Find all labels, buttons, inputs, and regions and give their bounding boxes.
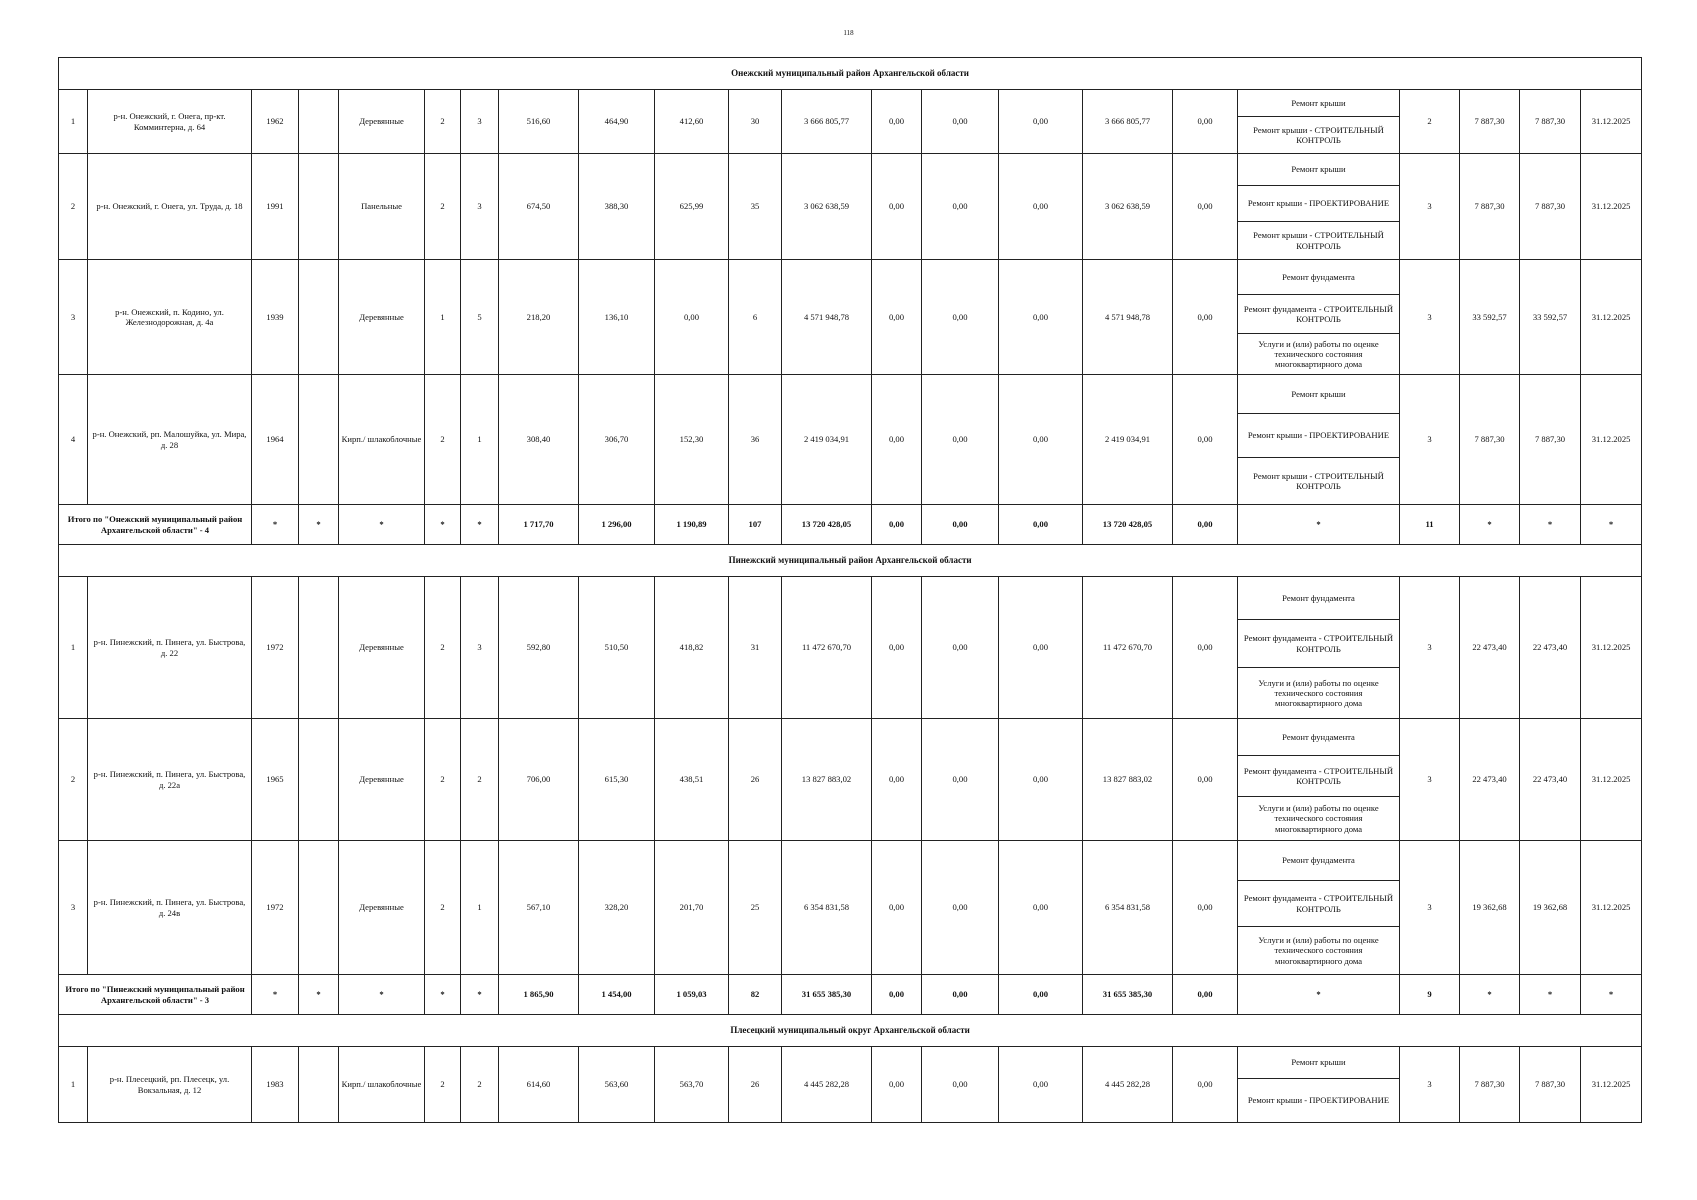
total-residents: 82	[729, 975, 782, 1015]
cell-date: 31.12.2025	[1581, 577, 1642, 719]
total-c2: 0,00	[922, 505, 999, 545]
cell-c2: 0,00	[922, 577, 999, 719]
cell-unit2: 22 473,40	[1520, 719, 1581, 841]
cell-unit1: 22 473,40	[1460, 577, 1520, 719]
cell-c3: 0,00	[999, 719, 1083, 841]
total-unit2: *	[1520, 505, 1581, 545]
cell-n: 2	[59, 719, 88, 841]
cell-residents: 30	[729, 90, 782, 154]
cell-c4: 2 419 034,91	[1083, 375, 1173, 505]
cell-residents: 36	[729, 375, 782, 505]
cell-c1: 0,00	[872, 90, 922, 154]
cell-count: 3	[1400, 719, 1460, 841]
cell-c4: 3 062 638,59	[1083, 154, 1173, 260]
cell-unit1: 33 592,57	[1460, 260, 1520, 375]
cell-unit2: 22 473,40	[1520, 577, 1581, 719]
cell-floors: 2	[425, 90, 461, 154]
cell-area-living: 563,60	[579, 1047, 655, 1123]
work-type-cell: Ремонт крыши - СТРОИТЕЛЬНЫЙ КОНТРОЛЬ	[1238, 222, 1400, 260]
cell-floors: 2	[425, 719, 461, 841]
cell-residents: 6	[729, 260, 782, 375]
cell-entrances: 1	[461, 841, 499, 975]
cell-area-other: 412,60	[655, 90, 729, 154]
cell-area-total: 614,60	[499, 1047, 579, 1123]
cell-cost: 3 062 638,59	[782, 154, 872, 260]
cell-count: 3	[1400, 260, 1460, 375]
cell-count: 3	[1400, 577, 1460, 719]
cell-entrances: 5	[461, 260, 499, 375]
total-cost: 31 655 385,30	[782, 975, 872, 1015]
cell-area-other: 625,99	[655, 154, 729, 260]
cell-floors: 2	[425, 577, 461, 719]
cell-c2: 0,00	[922, 375, 999, 505]
cell-year: 1972	[252, 577, 299, 719]
cell-unit2: 19 362,68	[1520, 841, 1581, 975]
cell-c5: 0,00	[1173, 1047, 1238, 1123]
total-s1: *	[252, 975, 299, 1015]
work-type-cell: Ремонт фундамента	[1238, 577, 1400, 620]
total-area-living: 1 296,00	[579, 505, 655, 545]
cell-date: 31.12.2025	[1581, 719, 1642, 841]
work-type-cell: Ремонт крыши	[1238, 375, 1400, 414]
total-c1: 0,00	[872, 505, 922, 545]
cell-material: Кирп./ шлакоблочные	[339, 375, 425, 505]
cell-address: р-н. Пинежский, п. Пинега, ул. Быстрова, д. 22а	[88, 719, 252, 841]
total-c4: 13 720 428,05	[1083, 505, 1173, 545]
cell-year: 1972	[252, 841, 299, 975]
cell-n: 4	[59, 375, 88, 505]
cell-material: Деревянные	[339, 260, 425, 375]
cell-cost: 2 419 034,91	[782, 375, 872, 505]
cell-area-other: 418,82	[655, 577, 729, 719]
cell-c4: 6 354 831,58	[1083, 841, 1173, 975]
cell-c3: 0,00	[999, 154, 1083, 260]
cell-unit1: 19 362,68	[1460, 841, 1520, 975]
table-row	[59, 577, 1642, 620]
cell-area-total: 592,80	[499, 577, 579, 719]
cell-entrances: 3	[461, 90, 499, 154]
cell-entrances: 3	[461, 154, 499, 260]
cell-area-living: 510,50	[579, 577, 655, 719]
work-type-cell: Ремонт фундамента - СТРОИТЕЛЬНЫЙ КОНТРОЛЬ	[1238, 881, 1400, 927]
cell-c1: 0,00	[872, 841, 922, 975]
cell-c4: 13 827 883,02	[1083, 719, 1173, 841]
cell-c1: 0,00	[872, 375, 922, 505]
cell-cost: 3 666 805,77	[782, 90, 872, 154]
work-type-cell: Ремонт крыши	[1238, 154, 1400, 186]
cell-date: 31.12.2025	[1581, 841, 1642, 975]
total-s1: *	[252, 505, 299, 545]
cell-unit2: 33 592,57	[1520, 260, 1581, 375]
total-residents: 107	[729, 505, 782, 545]
cell-residents: 25	[729, 841, 782, 975]
total-works: *	[1238, 505, 1400, 545]
cell-c3: 0,00	[999, 90, 1083, 154]
cell-unit1: 7 887,30	[1460, 154, 1520, 260]
cell-year2	[299, 719, 339, 841]
cell-n: 2	[59, 154, 88, 260]
cell-area-total: 706,00	[499, 719, 579, 841]
cell-unit1: 22 473,40	[1460, 719, 1520, 841]
cell-year: 1991	[252, 154, 299, 260]
total-c5: 0,00	[1173, 975, 1238, 1015]
total-s5: *	[461, 975, 499, 1015]
work-type-cell: Ремонт крыши	[1238, 1047, 1400, 1079]
cell-area-other: 201,70	[655, 841, 729, 975]
total-s2: *	[299, 975, 339, 1015]
cell-address: р-н. Онежский, г. Онега, ул. Труда, д. 18	[88, 154, 252, 260]
total-row	[59, 975, 1642, 1015]
cell-cost: 13 827 883,02	[782, 719, 872, 841]
table-row	[59, 719, 1642, 756]
cell-cost: 4 445 282,28	[782, 1047, 872, 1123]
cell-floors: 2	[425, 1047, 461, 1123]
total-c3: 0,00	[999, 975, 1083, 1015]
cell-c3: 0,00	[999, 1047, 1083, 1123]
cell-address: р-н. Онежский, рп. Малошуйка, ул. Мира, д. 28	[88, 375, 252, 505]
cell-floors: 2	[425, 841, 461, 975]
cell-c1: 0,00	[872, 1047, 922, 1123]
total-c4: 31 655 385,30	[1083, 975, 1173, 1015]
cell-unit1: 7 887,30	[1460, 1047, 1520, 1123]
cell-n: 1	[59, 1047, 88, 1123]
total-area-other: 1 190,89	[655, 505, 729, 545]
cell-area-living: 615,30	[579, 719, 655, 841]
section-title: Онежский муниципальный район Архангельской области	[59, 58, 1642, 90]
table-row	[59, 841, 1642, 881]
cell-area-other: 563,70	[655, 1047, 729, 1123]
cell-c4: 4 445 282,28	[1083, 1047, 1173, 1123]
cell-year2	[299, 841, 339, 975]
cell-floors: 1	[425, 260, 461, 375]
cell-area-other: 438,51	[655, 719, 729, 841]
cell-c4: 3 666 805,77	[1083, 90, 1173, 154]
total-s3: *	[339, 975, 425, 1015]
work-type-cell: Ремонт крыши - СТРОИТЕЛЬНЫЙ КОНТРОЛЬ	[1238, 458, 1400, 505]
work-type-cell: Услуги и (или) работы по оценке технического состояния многоквартирного дома	[1238, 668, 1400, 719]
cell-area-other: 0,00	[655, 260, 729, 375]
cell-residents: 26	[729, 719, 782, 841]
work-type-cell: Ремонт крыши	[1238, 90, 1400, 117]
total-s4: *	[425, 975, 461, 1015]
cell-year2	[299, 90, 339, 154]
cell-area-living: 388,30	[579, 154, 655, 260]
cell-year: 1965	[252, 719, 299, 841]
cell-area-total: 516,60	[499, 90, 579, 154]
cell-count: 3	[1400, 841, 1460, 975]
total-unit1: *	[1460, 975, 1520, 1015]
cell-material: Кирп./ шлакоблочные	[339, 1047, 425, 1123]
work-type-cell: Ремонт крыши - СТРОИТЕЛЬНЫЙ КОНТРОЛЬ	[1238, 117, 1400, 154]
work-type-cell: Услуги и (или) работы по оценке технического состояния многоквартирного дома	[1238, 797, 1400, 841]
total-s4: *	[425, 505, 461, 545]
cell-material: Деревянные	[339, 90, 425, 154]
total-s2: *	[299, 505, 339, 545]
cell-material: Панельные	[339, 154, 425, 260]
cell-cost: 11 472 670,70	[782, 577, 872, 719]
cell-unit2: 7 887,30	[1520, 375, 1581, 505]
cell-address: р-н. Плесецкий, рп. Плесецк, ул. Вокзальная, д. 12	[88, 1047, 252, 1123]
total-count: 11	[1400, 505, 1460, 545]
work-type-cell: Ремонт фундамента - СТРОИТЕЛЬНЫЙ КОНТРОЛЬ	[1238, 295, 1400, 334]
cell-c2: 0,00	[922, 90, 999, 154]
cell-c5: 0,00	[1173, 577, 1238, 719]
table-row	[59, 375, 1642, 414]
cell-cost: 4 571 948,78	[782, 260, 872, 375]
cell-year2	[299, 154, 339, 260]
total-row	[59, 505, 1642, 545]
cell-date: 31.12.2025	[1581, 90, 1642, 154]
cell-c3: 0,00	[999, 260, 1083, 375]
cell-address: р-н. Пинежский, п. Пинега, ул. Быстрова, д. 22	[88, 577, 252, 719]
total-c3: 0,00	[999, 505, 1083, 545]
cell-c5: 0,00	[1173, 841, 1238, 975]
cell-unit1: 7 887,30	[1460, 375, 1520, 505]
work-type-cell: Ремонт фундамента	[1238, 260, 1400, 295]
cell-c5: 0,00	[1173, 719, 1238, 841]
cell-residents: 31	[729, 577, 782, 719]
cell-date: 31.12.2025	[1581, 1047, 1642, 1123]
cell-year2	[299, 1047, 339, 1123]
cell-year: 1939	[252, 260, 299, 375]
cell-area-total: 308,40	[499, 375, 579, 505]
cell-area-living: 328,20	[579, 841, 655, 975]
cell-count: 2	[1400, 90, 1460, 154]
cell-floors: 2	[425, 375, 461, 505]
cell-c5: 0,00	[1173, 375, 1238, 505]
table-row	[59, 260, 1642, 295]
total-cost: 13 720 428,05	[782, 505, 872, 545]
cell-area-living: 464,90	[579, 90, 655, 154]
cell-c4: 11 472 670,70	[1083, 577, 1173, 719]
cell-c2: 0,00	[922, 841, 999, 975]
cell-unit2: 7 887,30	[1520, 1047, 1581, 1123]
cell-c2: 0,00	[922, 260, 999, 375]
cell-residents: 35	[729, 154, 782, 260]
total-c5: 0,00	[1173, 505, 1238, 545]
total-c1: 0,00	[872, 975, 922, 1015]
total-unit1: *	[1460, 505, 1520, 545]
section-title: Плесецкий муниципальный округ Архангельской области	[59, 1015, 1642, 1047]
total-c2: 0,00	[922, 975, 999, 1015]
cell-area-total: 674,50	[499, 154, 579, 260]
work-type-cell: Ремонт крыши - ПРОЕКТИРОВАНИЕ	[1238, 1079, 1400, 1123]
cell-residents: 26	[729, 1047, 782, 1123]
cell-c1: 0,00	[872, 577, 922, 719]
total-date: *	[1581, 975, 1642, 1015]
cell-area-living: 136,10	[579, 260, 655, 375]
cell-c5: 0,00	[1173, 90, 1238, 154]
cell-area-total: 218,20	[499, 260, 579, 375]
cell-n: 1	[59, 577, 88, 719]
cell-floors: 2	[425, 154, 461, 260]
cell-year2	[299, 260, 339, 375]
cell-n: 1	[59, 90, 88, 154]
cell-area-other: 152,30	[655, 375, 729, 505]
cell-c3: 0,00	[999, 577, 1083, 719]
cell-c1: 0,00	[872, 719, 922, 841]
cell-c3: 0,00	[999, 375, 1083, 505]
work-type-cell: Ремонт крыши - ПРОЕКТИРОВАНИЕ	[1238, 186, 1400, 222]
cell-c2: 0,00	[922, 1047, 999, 1123]
cell-year: 1983	[252, 1047, 299, 1123]
cell-address: р-н. Онежский, г. Онега, пр-кт. Комминтерна, д. 64	[88, 90, 252, 154]
cell-year: 1964	[252, 375, 299, 505]
work-type-cell: Ремонт крыши - ПРОЕКТИРОВАНИЕ	[1238, 414, 1400, 458]
page-number: 118	[843, 29, 854, 37]
cell-entrances: 3	[461, 577, 499, 719]
cell-n: 3	[59, 260, 88, 375]
cell-c4: 4 571 948,78	[1083, 260, 1173, 375]
cell-unit2: 7 887,30	[1520, 154, 1581, 260]
cell-date: 31.12.2025	[1581, 260, 1642, 375]
work-type-cell: Ремонт фундамента - СТРОИТЕЛЬНЫЙ КОНТРОЛЬ	[1238, 620, 1400, 668]
total-s3: *	[339, 505, 425, 545]
repair-program-table	[58, 57, 1642, 1123]
cell-area-total: 567,10	[499, 841, 579, 975]
cell-entrances: 2	[461, 719, 499, 841]
cell-count: 3	[1400, 1047, 1460, 1123]
cell-unit2: 7 887,30	[1520, 90, 1581, 154]
total-label: Итого по "Пинежский муниципальный район Архангельской области" - 3	[59, 975, 252, 1015]
table-row	[59, 90, 1642, 117]
cell-address: р-н. Пинежский, п. Пинега, ул. Быстрова, д. 24в	[88, 841, 252, 975]
cell-cost: 6 354 831,58	[782, 841, 872, 975]
cell-entrances: 1	[461, 375, 499, 505]
total-s5: *	[461, 505, 499, 545]
cell-c1: 0,00	[872, 260, 922, 375]
cell-n: 3	[59, 841, 88, 975]
cell-unit1: 7 887,30	[1460, 90, 1520, 154]
cell-count: 3	[1400, 375, 1460, 505]
cell-c2: 0,00	[922, 154, 999, 260]
cell-material: Деревянные	[339, 577, 425, 719]
cell-date: 31.12.2025	[1581, 375, 1642, 505]
total-unit2: *	[1520, 975, 1581, 1015]
total-area-other: 1 059,03	[655, 975, 729, 1015]
cell-c5: 0,00	[1173, 260, 1238, 375]
cell-material: Деревянные	[339, 841, 425, 975]
work-type-cell: Ремонт фундамента	[1238, 841, 1400, 881]
work-type-cell: Услуги и (или) работы по оценке технического состояния многоквартирного дома	[1238, 334, 1400, 375]
cell-c1: 0,00	[872, 154, 922, 260]
total-label: Итого по "Онежский муниципальный район Архангельской области" - 4	[59, 505, 252, 545]
cell-year2	[299, 375, 339, 505]
total-area-total: 1 717,70	[499, 505, 579, 545]
cell-year: 1962	[252, 90, 299, 154]
total-area-total: 1 865,90	[499, 975, 579, 1015]
total-date: *	[1581, 505, 1642, 545]
work-type-cell: Ремонт фундамента	[1238, 719, 1400, 756]
cell-count: 3	[1400, 154, 1460, 260]
work-type-cell: Услуги и (или) работы по оценке технического состояния многоквартирного дома	[1238, 927, 1400, 975]
section-title: Пинежский муниципальный район Архангельской области	[59, 545, 1642, 577]
cell-c3: 0,00	[999, 841, 1083, 975]
total-works: *	[1238, 975, 1400, 1015]
total-area-living: 1 454,00	[579, 975, 655, 1015]
table-row	[59, 1047, 1642, 1079]
cell-material: Деревянные	[339, 719, 425, 841]
cell-c5: 0,00	[1173, 154, 1238, 260]
cell-entrances: 2	[461, 1047, 499, 1123]
total-count: 9	[1400, 975, 1460, 1015]
work-type-cell: Ремонт фундамента - СТРОИТЕЛЬНЫЙ КОНТРОЛЬ	[1238, 756, 1400, 797]
cell-area-living: 306,70	[579, 375, 655, 505]
cell-date: 31.12.2025	[1581, 154, 1642, 260]
cell-c2: 0,00	[922, 719, 999, 841]
cell-year2	[299, 577, 339, 719]
cell-address: р-н. Онежский, п. Кодино, ул. Железнодорожная, д. 4а	[88, 260, 252, 375]
table-row	[59, 154, 1642, 186]
